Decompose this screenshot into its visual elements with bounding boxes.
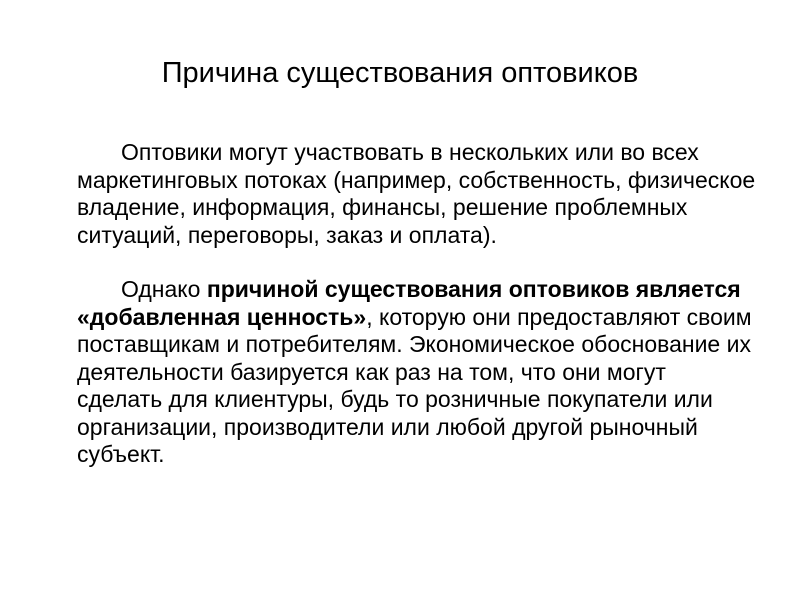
slide-title: Причина существования оптовиков — [161, 57, 639, 89]
paragraph-2-lead: Однако — [121, 276, 207, 302]
paragraph-2-emphasis: причиной существования оптовиков является «добавленная ценность» — [77, 276, 741, 330]
paragraph-2-rest: , которую они предоставляют своим поставщикам и потребителям. Экономическое обоснование их деятельности базируется как раз на том, что они могут сделать для клиентуры, будь то розничные покупатели или организации, производители или любой другой рыночный субъект. — [77, 303, 752, 467]
slide-body — [77, 139, 757, 469]
paragraph-added-value — [77, 276, 757, 469]
paragraph-participation — [77, 139, 757, 249]
paragraph-1-text: Оптовики могут участвовать в нескольких или во всех маркетинговых потоках (например, собственность, физическое владение, информация, финансы, решение проблемных ситуаций, переговоры, заказ и оплата). — [77, 139, 756, 248]
